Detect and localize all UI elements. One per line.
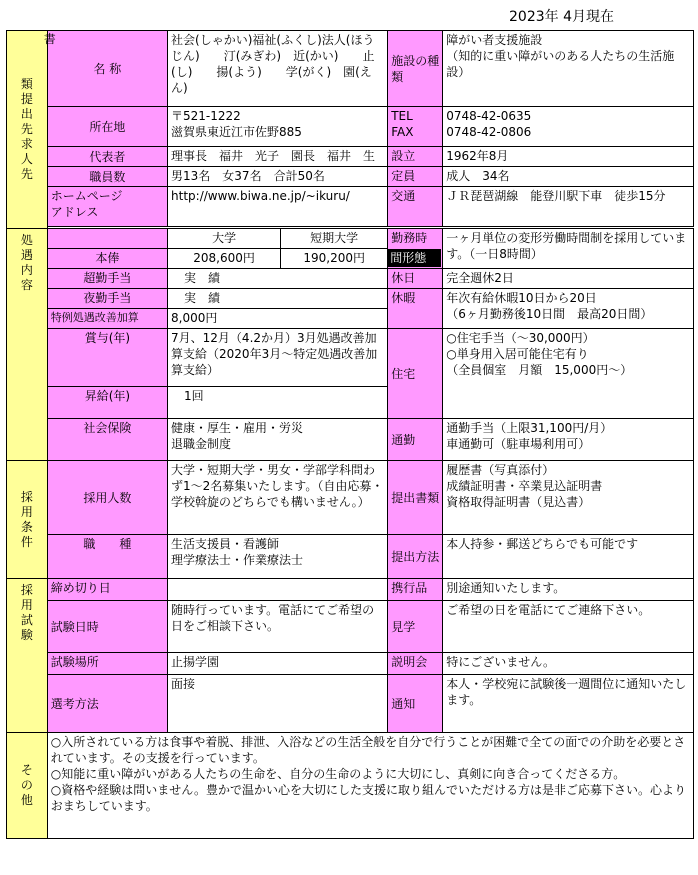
docs-label: 提出書類 [388,461,443,535]
special-label: 特例処遇改善加算 [47,309,167,329]
visit-value: ご希望の日を電話にてご連絡下さい。 [443,601,694,653]
section-saiyo: 採用条件 [7,461,48,579]
telfax-value [443,107,694,147]
docs-value: 履歴書（写真添付） 成績証明書・卒業見込証明書 資格取得証明書（見込書） [443,461,694,535]
deadline-value [168,579,388,601]
hp-label: ホームページ アドレス [47,187,167,227]
recruitment-table [6,30,694,839]
access-label: 交通 [388,187,443,227]
section-shogu: 処遇内容 [7,229,48,461]
leave-value: 年次有給休暇10日から20日 （6ヶ月勤務後10日間 最高20日間） [443,289,694,329]
work-label-bottom: 間形態 [388,249,441,267]
bonus-label: 賞与(年) [47,329,167,387]
night-label: 夜勤手当 [47,289,167,309]
raise-label: 昇給(年) [47,387,167,419]
housing-value: ○住宅手当（～30,000円） ○単身用入居可能住宅有り （全員個室 月額 15,000円～） [443,329,694,419]
job-value: 生活支援員・看護師 理学療法士・作業療法士 [168,535,388,579]
blank-header-cell [47,229,167,249]
date-label: 試験日時 [47,601,167,653]
bonus-value: 7月、12月（4.2か月）3月処遇改善加算支給（2020年3月～特定処遇改善加算支給） [168,329,388,387]
night-value: 実 績 [168,289,388,309]
insurance-label: 社会保険 [47,419,167,461]
count-label: 採用人数 [47,461,167,535]
work-label-top: 勤務時 [391,231,428,245]
staff-value: 男13名 女37名 合計50名 [168,167,388,187]
base-label: 本俸 [47,249,167,269]
work-label [388,229,443,269]
place-value: 止揚学園 [168,653,388,675]
holiday-label: 休日 [388,269,443,289]
staff-label: 職員数 [47,167,167,187]
shubetsu-value: 障がい者支援施設 （知的に重い障がいのある人たちの生活施設） [443,31,694,107]
overtime-label: 超勤手当 [47,269,167,289]
name-value: 社会(しゃかい)福祉(ふくし)法人(ほうじん) 汀(みぎわ) 近(かい) 止(し) 揚(よう) 学(がく) 園(えん) [168,31,388,107]
sho-mark: 書 [43,32,56,46]
briefing-value: 特にございません。 [443,653,694,675]
raise-value: 1回 [168,387,388,419]
commute-label: 通勤 [388,419,443,461]
leave-label: 休暇 [388,289,443,329]
notice-label: 通知 [388,675,443,733]
shubetsu-label: 施設の種類 [388,31,443,107]
section-kyujin: 類提出先求人先 [7,31,48,229]
overtime-value: 実 績 [168,269,388,289]
briefing-label: 説明会 [388,653,443,675]
base-junior: 190,200円 [281,249,388,269]
capacity-label: 定員 [388,167,443,187]
section-sonota: その他 [7,733,48,839]
address-label: 所在地 [47,107,167,147]
name-label: 書 名 称 [47,31,167,107]
commute-value: 通勤手当（上限31,100円/月） 車通勤可（駐車場利用可） [443,419,694,461]
section-shiken: 採用試験 [7,579,48,733]
tel-label: TEL [391,109,413,123]
submit-label: 提出方法 [388,535,443,579]
col-junior: 短期大学 [281,229,388,249]
as-of-date: 2023年 4月現在 [509,9,614,25]
method-label: 選考方法 [47,675,167,733]
hp-value[interactable]: http://www.biwa.ne.jp/~ikuru/ [168,187,388,227]
work-value: 一ヶ月単位の変形労働時間制を採用しています。（一日8時間） [443,229,694,269]
col-univ: 大学 [168,229,281,249]
access-value: ＪＲ琵琶湖線 能登川駅下車 徒歩15分 [443,187,694,227]
address-value: 〒521-1222 滋賀県東近江市佐野885 [168,107,388,147]
housing-label: 住宅 [388,329,443,419]
deadline-label: 締め切り日 [47,579,167,601]
special-value: 8,000円 [168,309,388,329]
sonota-text: ○入所されている方は食事や着脱、排泄、入浴などの生活全般を自分で行うことが困難で全ての面での介助を必要とされています。その支援を行っています。 ○知能に重い障がいがある人たちの生命を、自分の生命のように大切にし、真剣に向き合ってくださる方。 ○資格や経験は問いません。豊かで温かい心を大切にした支援に取り組んでいただける方は是非ご応募下さい。心よりおまちしています。 [47,733,693,839]
rep-value: 理事長 福井 光子 園長 福井 生 [168,147,388,167]
base-univ: 208,600円 [168,249,281,269]
rep-label: 代表者 [47,147,167,167]
tel-value: 0748-42-0635 [446,109,532,123]
fax-value: 0748-42-0806 [446,125,532,139]
telfax-label [388,107,443,147]
capacity-value: 成人 34名 [443,167,694,187]
job-label: 職 種 [47,535,167,579]
method-value: 面接 [168,675,388,733]
place-label: 試験場所 [47,653,167,675]
bring-label: 携行品 [388,579,443,601]
date-value: 随時行っています。電話にてご希望の日をご相談下さい。 [168,601,388,653]
est-label: 設立 [388,147,443,167]
est-value: 1962年8月 [443,147,694,167]
holiday-value: 完全週休2日 [443,269,694,289]
bring-value: 別途通知いたします。 [443,579,694,601]
insurance-value: 健康・厚生・雇用・労災 退職金制度 [168,419,388,461]
count-value: 大学・短期大学・男女・学部学科問わず1～2名募集いたします。（自由応募・学校斡旋のどちらでも構いません。） [168,461,388,535]
visit-label: 見学 [388,601,443,653]
submit-value: 本人持参・郵送どちらでも可能です [443,535,694,579]
notice-value: 本人・学校宛に試験後一週間位に通知いたします。 [443,675,694,733]
fax-label: FAX [391,125,414,139]
